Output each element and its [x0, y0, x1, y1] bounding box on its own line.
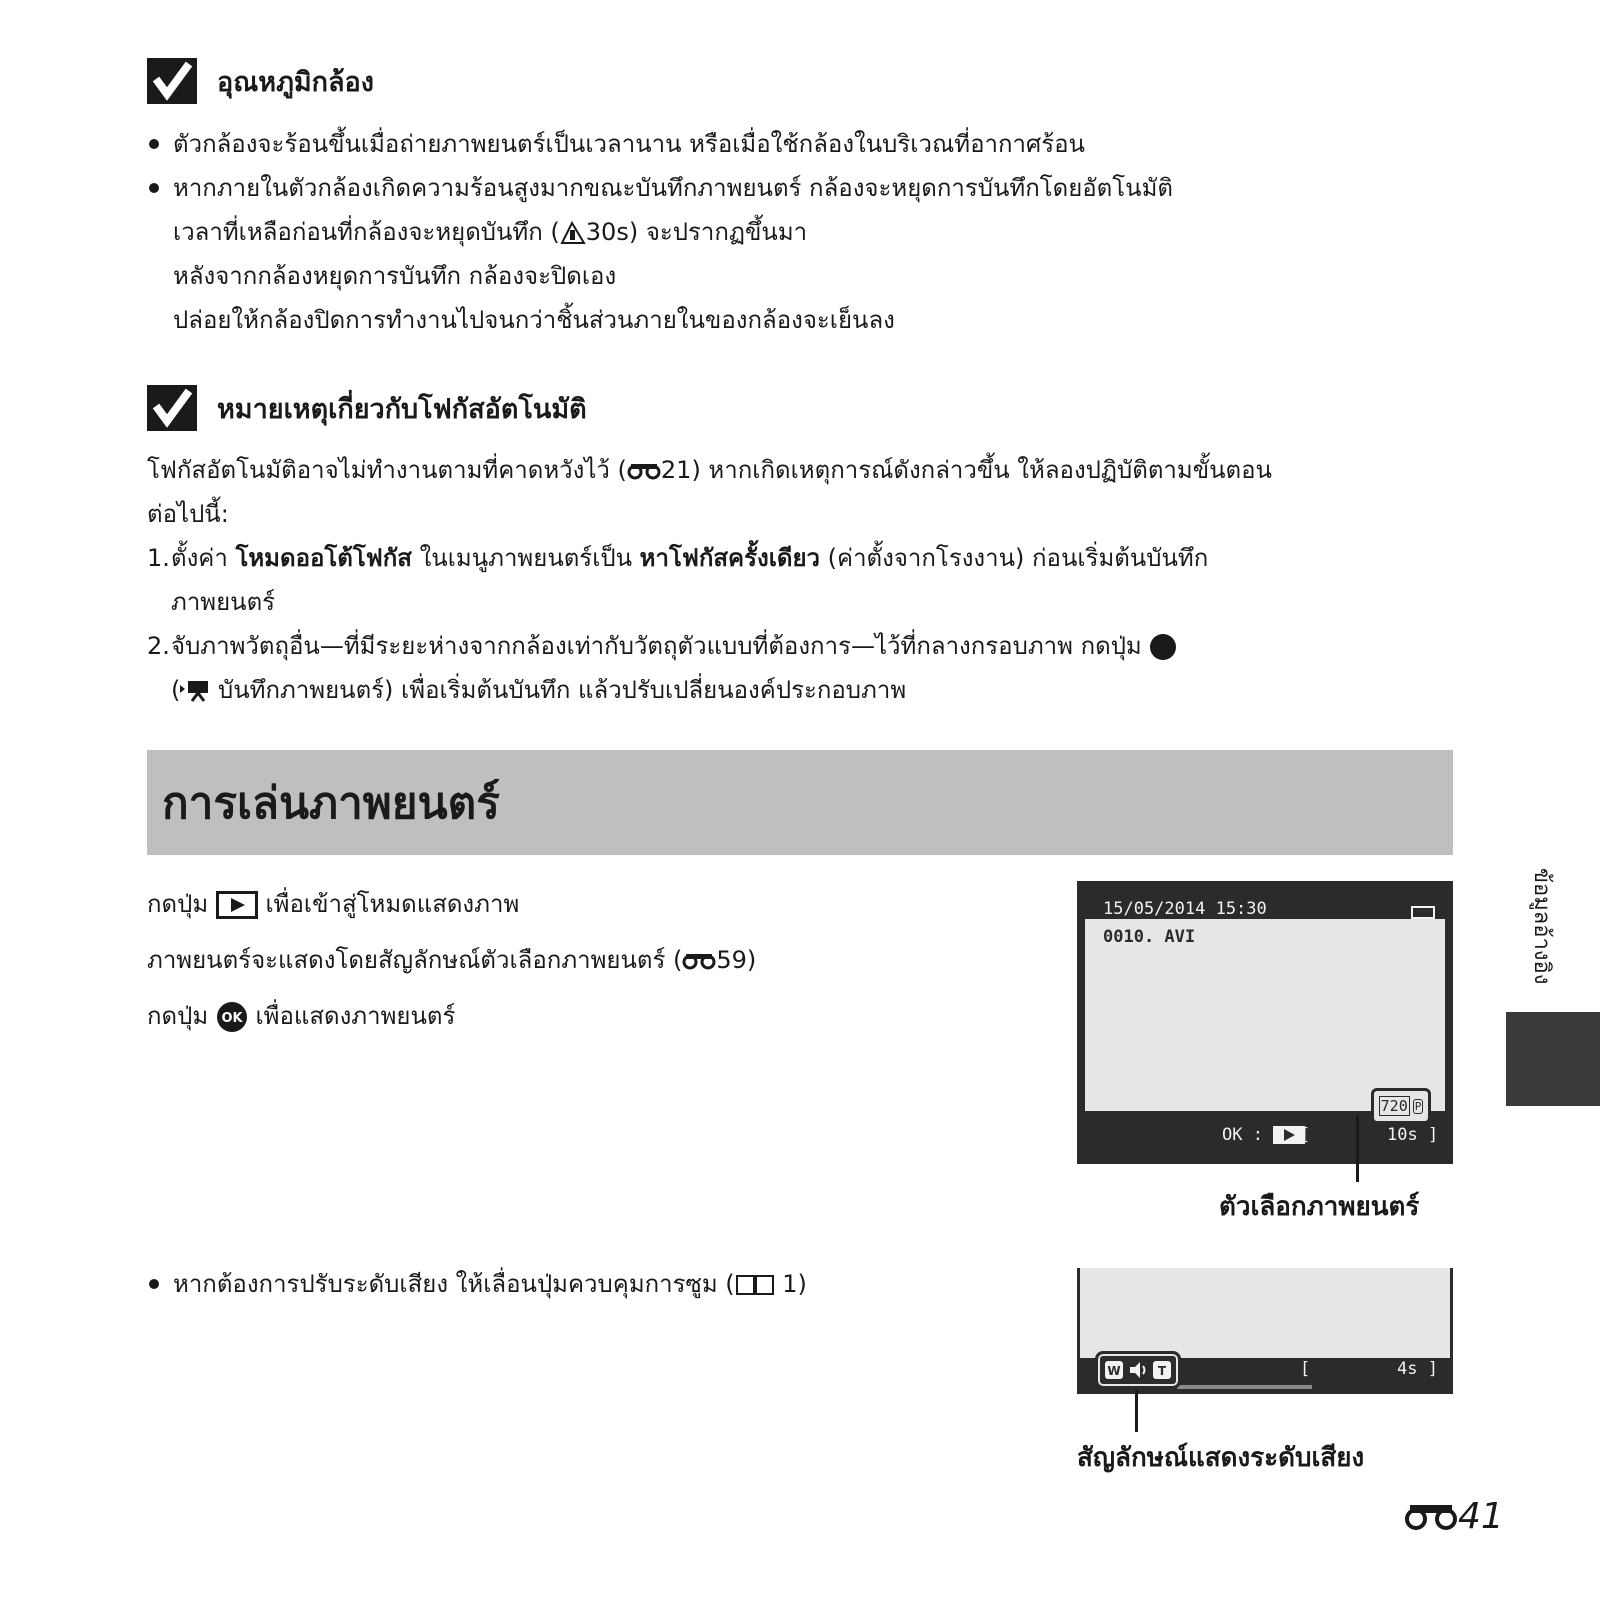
record-button-icon [1149, 633, 1177, 661]
text-segment: เพื่อเข้าสู่โหมดแสดงภาพ [257, 890, 520, 918]
step-number: 2. [147, 632, 170, 660]
bullet-item: ตัวกล้องจะร้อนขึ้นเมื่อถ่ายภาพยนตร์เป็นเวลานาน หรือเมื่อใช้กล้องในบริเวณที่อากาศร้อน [147, 122, 1173, 166]
note-title: หมายเหตุเกี่ยวกับโฟกัสอัตโนมัติ [217, 393, 587, 425]
play-movie-instruction [147, 988, 756, 1044]
text-segment: 30s) จะปรากฏขึ้นมา [585, 218, 808, 246]
text-segment: กดปุ่ม [147, 890, 216, 918]
playback-button-icon [216, 891, 258, 919]
camera-screen-volume [1077, 1268, 1453, 1394]
bullet-continuation [147, 210, 1173, 254]
manual-book-icon [735, 1273, 775, 1297]
playback-instruction [147, 876, 756, 932]
svg-text:W: W [1107, 1364, 1121, 1378]
note-title: อุณหภูมิกล้อง [217, 66, 374, 98]
bullet-continuation: หลังจากกล้องหยุดการบันทึก กล้องจะปิดเอง [173, 262, 617, 290]
reference-section-icon [1404, 1502, 1458, 1532]
text-segment: โฟกัสอัตโนมัติอาจไม่ทำงานตามที่คาดหวังไว้ ( [147, 456, 627, 484]
section-header-bar [147, 750, 1453, 855]
text-segment: เวลาที่เหลือก่อนที่กล้องจะหยุดบันทึก ( [173, 218, 560, 246]
text-segment: ) [746, 946, 757, 974]
reference-section-icon [682, 952, 716, 970]
section-body [147, 876, 756, 1044]
note-heading-autofocus [147, 385, 587, 431]
screen-image-area [1085, 919, 1445, 1111]
text-segment: จับภาพวัตถุอื่น—ที่มีระยะห่างจากกล้องเท่ากับวัตถุตัวแบบที่ต้องการ—ไว้ที่กลางกรอบภาพ กดปุ่ม [171, 632, 1142, 660]
text-segment: ) หากเกิดเหตุการณ์ดังกล่าวขึ้น ให้ลองปฏิบัติตามขั้นตอน [691, 456, 1272, 484]
section-title: การเล่นภาพยนตร์ [162, 778, 500, 829]
zoom-w-icon [1105, 1361, 1123, 1379]
reference-page: 21 [660, 456, 692, 484]
movie-record-icon [180, 679, 210, 703]
ok-button-icon [216, 1001, 248, 1033]
movie-option-resolution: 720 [1380, 1097, 1408, 1115]
file-name: 0010. AVI [1103, 927, 1196, 947]
side-tab-marker [1506, 1012, 1600, 1106]
menu-option-name: โหมดออโต้โฟกัส [235, 544, 412, 572]
movie-option-suffix: P [1414, 1099, 1422, 1113]
step-item-line2: ภาพยนตร์ [171, 588, 276, 616]
text-segment: ภาพยนตร์จะแสดงโดยสัญลักษณ์ตัวเลือกภาพยนตร์ ( [147, 946, 683, 974]
text-segment: กดปุ่ม [147, 1002, 216, 1030]
ok-label: OK : [1222, 1125, 1263, 1145]
screen-image-area [1080, 1268, 1450, 1358]
page-number-text: 41 [1458, 1496, 1504, 1537]
note2-body [147, 448, 1272, 712]
text-segment: ตั้งค่า [171, 544, 236, 572]
svg-text:OK: OK [221, 1011, 243, 1026]
screen2-caption: สัญลักษณ์แสดงระดับเสียง [1077, 1443, 1365, 1473]
movie-option-icon [1371, 1088, 1431, 1124]
step-item-line2 [147, 668, 1272, 712]
speaker-icon [1128, 1361, 1148, 1379]
svg-text:T: T [1157, 1364, 1167, 1378]
callout-line [1135, 1390, 1138, 1432]
battery-icon [1411, 906, 1435, 919]
note-heading-camera-temperature [147, 58, 374, 104]
text-segment: บันทึกภาพยนตร์) เพื่อเริ่มต้นบันทึก แล้วปรับเปลี่ยนองค์ประกอบภาพ [210, 676, 907, 704]
checkmark-note-icon [147, 58, 197, 104]
text-segment: (ค่าตั้งจากโรงงาน) ก่อนเริ่มต้นบันทึก [820, 544, 1209, 572]
movie-indicator-text [147, 932, 756, 988]
note1-body [147, 122, 1173, 342]
volume-indicator [1095, 1351, 1181, 1389]
temperature-warning-icon [560, 221, 586, 245]
bullet-continuation: ปล่อยให้กล้องปิดการทำงานไปจนกว่าชิ้นส่วนภายในของกล้องจะเย็นลง [173, 306, 895, 334]
zoom-t-icon [1153, 1361, 1171, 1379]
reference-page: 1) [774, 1270, 807, 1298]
step-item [147, 624, 1272, 668]
reference-page: 59 [716, 946, 747, 974]
text-segment: หากต้องการปรับระดับเสียง ให้เลื่อนปุ่มควบคุมการซูม ( [173, 1270, 735, 1298]
movie-length: 10s ] [1387, 1125, 1439, 1145]
callout-line [1356, 1115, 1359, 1182]
side-tab-label: ข้อมูลอ้างอิง [1529, 868, 1554, 985]
text-segment: ในเมนูภาพยนตร์เป็น [411, 544, 640, 572]
camera-screen-playback [1077, 881, 1453, 1164]
step-item [147, 536, 1272, 580]
date-time: 15/05/2014 15:30 [1103, 899, 1267, 919]
note2-intro-line2: ต่อไปนี้: [147, 500, 229, 528]
ok-play-hint [1222, 1125, 1305, 1145]
bullet-item: หากภายในตัวกล้องเกิดความร้อนสูงมากขณะบันทึกภาพยนตร์ กล้องจะหยุดการบันทึกโดยอัตโนมัติ [147, 166, 1173, 210]
movie-length: 4s ] [1397, 1359, 1438, 1379]
note2-intro [147, 448, 1272, 492]
page-number [1404, 1496, 1504, 1537]
text-segment: ( [171, 676, 181, 704]
step-number: 1. [147, 544, 170, 572]
time-bracket-open: [ [1300, 1359, 1311, 1379]
checkmark-note-icon [147, 385, 197, 431]
text-segment: เพื่อแสดงภาพยนตร์ [247, 1002, 456, 1030]
time-bracket-open: [ [1300, 1125, 1311, 1145]
playback-progress-bar [1177, 1385, 1312, 1389]
screen1-caption: ตัวเลือกภาพยนตร์ [1219, 1192, 1420, 1222]
reference-section-icon [627, 462, 661, 480]
menu-option-value: หาโฟกัสครั้งเดียว [639, 544, 821, 572]
